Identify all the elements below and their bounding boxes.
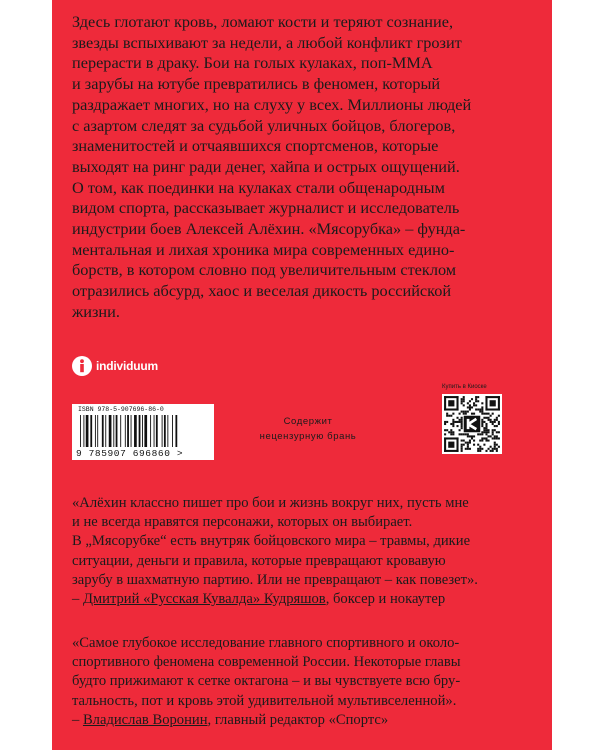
warning-line-2: нецензурную брань [259, 431, 357, 442]
blurb-line: раздражает многих, но на слуху у всех. Миллионы людей [72, 94, 472, 114]
ean-digits: 9 785907 696860 > [76, 448, 184, 459]
blurb-line: с азартом следят за судьбой уличных бойцов, блогеров, [72, 115, 456, 135]
content-warning [240, 414, 376, 444]
blurb-line: борств, в котором словно под увеличительным стеклом [72, 260, 457, 280]
quote-line: спортивного феномена современной России. Некоторые главы [72, 654, 461, 671]
review-quote-1 [72, 494, 542, 609]
blurb-text [72, 12, 542, 323]
blurb-line: выходят на ринг ради денег, хайпа и острых ощущений. [72, 156, 460, 176]
blurb-line: видом спорта, рассказывает журналист и исследователь [72, 198, 460, 218]
qr-code-icon[interactable] [442, 394, 502, 454]
quote-line: В „Мясорубке“ есть внутряк бойцовского мира – травмы, дикие [72, 533, 471, 550]
quote-attribution: – Владислав Воронин, главный редактор «Спортс» [72, 711, 389, 728]
blurb-line: ментальная и лихая хроника мира современных едино- [72, 239, 455, 259]
quote-line: и не всегда нравятся персонажи, которых он выбирает. [72, 514, 413, 531]
warning-line-1: Содержит [283, 416, 333, 427]
blurb-line: Здесь глотают кровь, ломают кости и теряют сознание, [72, 12, 454, 31]
isbn-barcode [72, 404, 214, 460]
quote-line: ситуации, деньги и правила, которые превращают кровавую [72, 552, 446, 569]
quote-line: «Алёхин классно пишет про бои и жизнь вокруг них, пусть мне [72, 495, 469, 511]
isbn-number: ISBN 978-5-907696-86-0 [78, 406, 164, 413]
quote-attribution: – Дмитрий «Русская Кувалда» Кудряшов, боксер и нокаутер [72, 591, 446, 608]
publisher-name: individuum [96, 359, 158, 373]
kiosk-qr-block[interactable] [442, 384, 502, 460]
kiosk-label: Купить в Киоске [442, 384, 487, 390]
info-i-icon [72, 356, 92, 376]
blurb-line: и зарубы на ютубе превратились в феномен, который [72, 74, 441, 94]
quote-author-name: Дмитрий «Русская Кувалда» Кудряшов [82, 591, 326, 608]
blurb-line: звезды вспыхивают за недели, а любой конфликт грозит [72, 32, 462, 52]
quote-line: зарубу в шахматную партию. Или не превращают – как повезет». [72, 571, 478, 588]
blurb-line: индустрии боев Алексей Алёхин. «Мясорубка» – фунда- [72, 219, 466, 239]
publisher-logo [72, 356, 158, 376]
quote-line: «Самое глубокое исследование главного спортивного и около- [72, 635, 460, 651]
blurb-line: отразились абсурд, хаос и веселая дикость российской [72, 281, 452, 301]
book-back-cover [52, 0, 552, 750]
quote-line: будто прижимают к сетке октагона – и вы чувствуете всю бру- [72, 673, 461, 690]
barcode-bars [78, 415, 208, 447]
quote-author-name: Владислав Воронин [82, 711, 208, 728]
blurb-line: О том, как поединки на кулаках стали общенародным [72, 177, 445, 197]
blurb-line: жизни. [72, 301, 120, 321]
blurb-line: перерасти в драку. Бои на голых кулаках, поп-ММА [72, 53, 433, 73]
quote-line: тальность, пот и кровь этой удивительной мультивселенной». [72, 692, 457, 709]
blurb-line: знаменитостей и отчаявшихся спортсменов, которые [72, 136, 439, 156]
review-quote-2 [72, 634, 542, 730]
